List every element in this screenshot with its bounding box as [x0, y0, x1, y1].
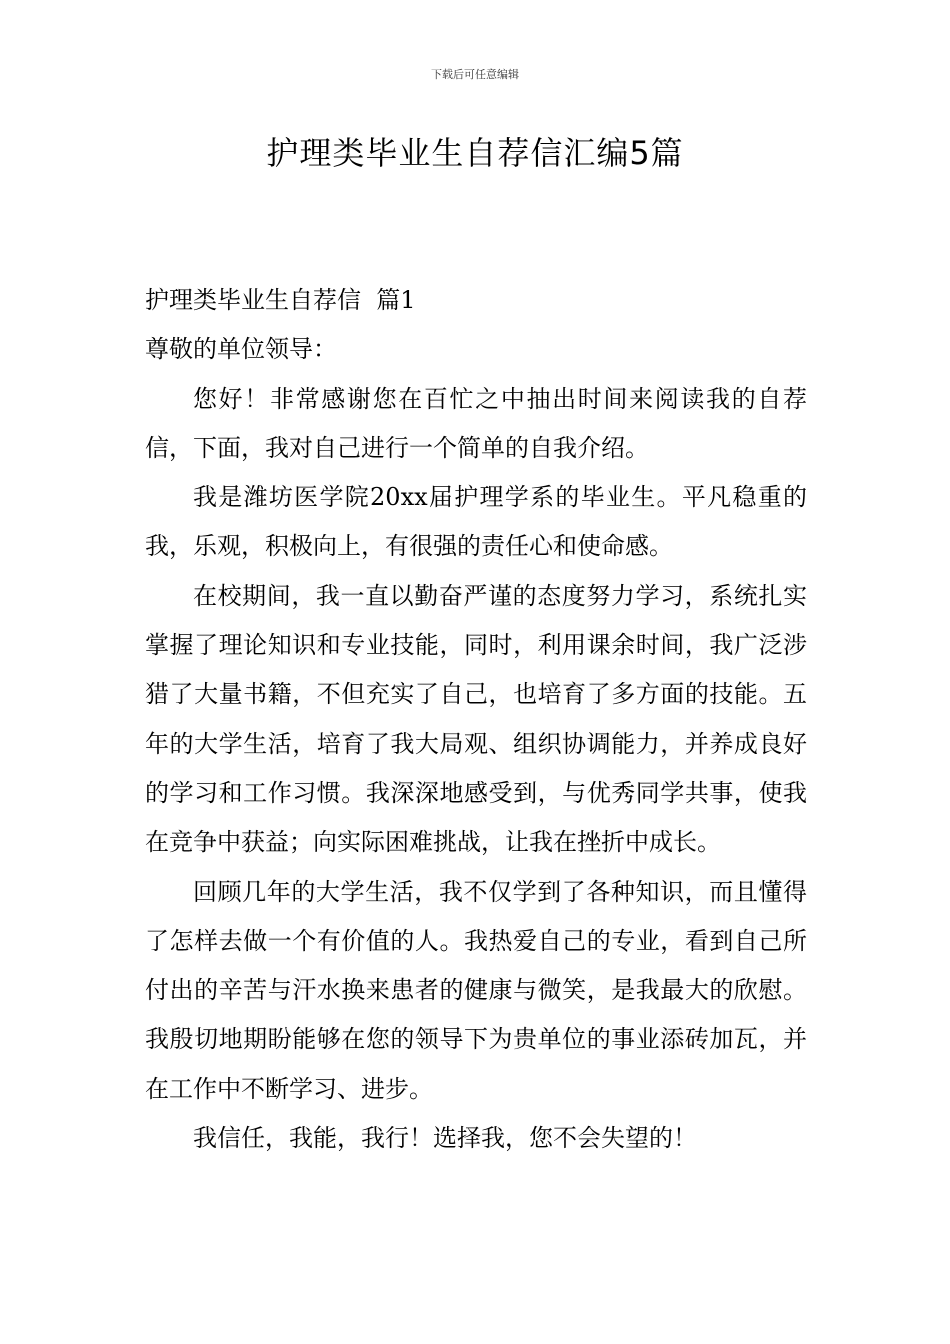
salutation: 尊敬的单位领导： [145, 335, 337, 364]
paragraph-school-experience: 在校期间，我一直以勤奋严谨的态度努力学习，系统扎实掌握了理论知识和专业技能，同时，利用课余时间，我广泛涉猎了大量书籍，不但充实了自己，也培育了多方面的技能。五年的大学生活，培育了我大局观、组织协调能力，并养成良好的学习和工作习惯。我深深地感受到，与优秀同学共事，使我在竞争中获益；向实际困难挑战，让我在挫折中成长。 [145, 581, 807, 857]
paragraph-closing: 我信任，我能，我行！选择我，您不会失望的！ [193, 1124, 697, 1153]
paragraph-greeting: 您好！非常感谢您在百忙之中抽出时间来阅读我的自荐信，下面，我对自己进行一个简单的自我介绍。 [145, 384, 807, 462]
document-body [145, 276, 807, 1163]
document-title: 护理类毕业生自荐信汇编5篇 [266, 134, 684, 172]
paragraph-introduction: 我是潍坊医学院20xx届护理学系的毕业生。平凡稳重的我，乐观，积极向上，有很强的责任心和使命感。 [145, 483, 807, 561]
paragraph-reflection: 回顾几年的大学生活，我不仅学到了各种知识，而且懂得了怎样去做一个有价值的人。我热爱自己的专业，看到自己所付出的辛苦与汗水换来患者的健康与微笑，是我最大的欣慰。我殷切地期盼能够在您的领导下为贵单位的事业添砖加瓦，并在工作中不断学习、进步。 [145, 877, 807, 1103]
section-heading: 护理类毕业生自荐信 篇1 [145, 286, 416, 314]
page-header-note: 下载后可任意编辑 [431, 68, 519, 81]
